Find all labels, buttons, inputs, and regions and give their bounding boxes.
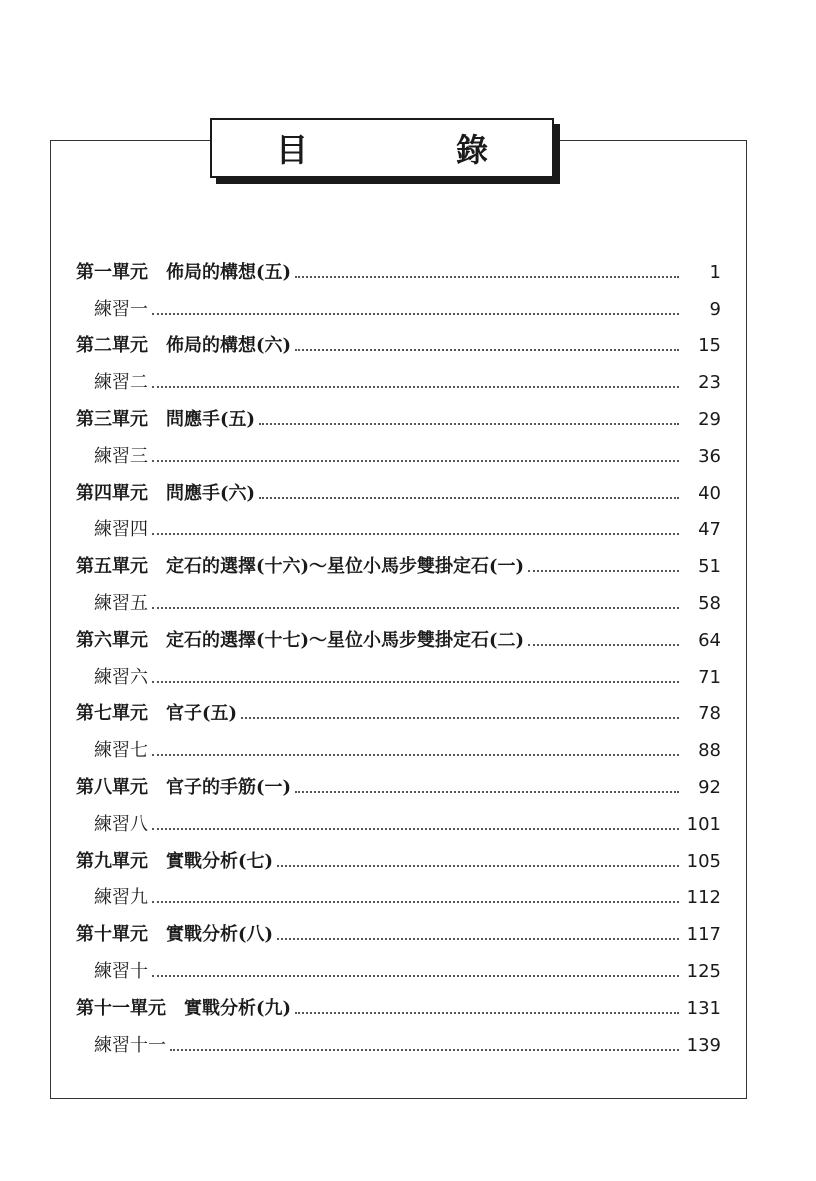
toc-entry-page: 78 [698, 703, 721, 725]
dot-leader [152, 386, 679, 388]
dot-leader [295, 276, 679, 278]
toc-entry-page: 1 [709, 261, 721, 283]
toc-entry-page: 131 [686, 997, 721, 1019]
dot-leader [277, 938, 679, 940]
dot-leader [152, 828, 679, 830]
toc-entry-page: 51 [698, 556, 721, 578]
toc-entry-page: 23 [698, 372, 721, 394]
dot-leader [295, 349, 679, 351]
toc-entry-label: 第四單元 問應手(六) [76, 482, 256, 504]
toc-entry-label: 練習九 [94, 887, 148, 909]
toc-entry-label: 第十單元 實戰分析(八) [76, 924, 274, 946]
toc-entry[interactable] [76, 466, 721, 503]
toc-entry-page: 15 [698, 335, 721, 357]
dot-leader [152, 681, 679, 683]
dot-leader [152, 607, 679, 609]
toc-entry[interactable] [76, 319, 721, 356]
toc-entry-page: 117 [686, 924, 721, 946]
toc-entry-page: 58 [698, 592, 721, 614]
toc-entry-label: 練習四 [94, 519, 148, 541]
toc-entry[interactable] [76, 355, 721, 392]
dot-leader [277, 865, 679, 867]
toc-entry[interactable] [76, 723, 721, 760]
toc-entry-label: 第六單元 定石的選擇(十七)～星位小馬步雙掛定石(二) [76, 629, 525, 651]
toc-entry-page: 64 [698, 629, 721, 651]
toc-entry[interactable] [76, 282, 721, 319]
toc-entry[interactable] [76, 539, 721, 576]
toc-entry-label: 練習七 [94, 740, 148, 762]
toc-entry-label: 第七單元 官子(五) [76, 703, 238, 725]
toc-entry[interactable] [76, 687, 721, 724]
toc-entry[interactable] [76, 650, 721, 687]
toc-entry[interactable] [76, 760, 721, 797]
table-of-contents [76, 245, 721, 1055]
toc-entry-label: 練習五 [94, 592, 148, 614]
toc-entry-label: 第十一單元 實戰分析(九) [76, 997, 292, 1019]
dot-leader [295, 1012, 679, 1014]
toc-entry[interactable] [76, 871, 721, 908]
toc-entry[interactable] [76, 944, 721, 981]
dot-leader [259, 423, 679, 425]
dot-leader [152, 975, 679, 977]
toc-entry-page: 139 [686, 1034, 721, 1056]
toc-entry[interactable] [76, 392, 721, 429]
dot-leader [528, 644, 679, 646]
toc-entry[interactable] [76, 429, 721, 466]
dot-leader [152, 533, 679, 535]
dot-leader [528, 570, 679, 572]
dot-leader [295, 791, 679, 793]
toc-entry-page: 36 [698, 445, 721, 467]
toc-entry-label: 第五單元 定石的選擇(十六)～星位小馬步雙掛定石(一) [76, 556, 525, 578]
dot-leader [152, 754, 679, 756]
toc-entry-page: 105 [686, 850, 721, 872]
toc-entry-page: 112 [686, 887, 721, 909]
dot-leader [152, 901, 679, 903]
toc-entry-label: 練習一 [94, 298, 148, 320]
toc-entry-page: 92 [698, 776, 721, 798]
toc-entry[interactable] [76, 613, 721, 650]
toc-entry-label: 練習二 [94, 372, 148, 394]
toc-entry-label: 練習十一 [94, 1034, 166, 1056]
toc-entry-page: 71 [698, 666, 721, 688]
toc-entry-page: 40 [698, 482, 721, 504]
dot-leader [241, 717, 679, 719]
toc-entry-page: 101 [686, 813, 721, 835]
toc-entry-page: 125 [686, 960, 721, 982]
toc-entry[interactable] [76, 981, 721, 1018]
toc-entry-label: 練習三 [94, 445, 148, 467]
toc-entry-page: 47 [698, 519, 721, 541]
page-title: 目 錄 [275, 131, 546, 169]
toc-entry-label: 第一單元 佈局的構想(五) [76, 261, 292, 283]
toc-entry-label: 第三單元 問應手(五) [76, 408, 256, 430]
toc-entry-label: 第八單元 官子的手筋(一) [76, 776, 292, 798]
dot-leader [152, 313, 679, 315]
toc-entry[interactable] [76, 1018, 721, 1055]
dot-leader [170, 1049, 679, 1051]
toc-entry-label: 練習八 [94, 813, 148, 835]
toc-entry-page: 88 [698, 740, 721, 762]
toc-entry[interactable] [76, 797, 721, 834]
toc-entry-page: 29 [698, 408, 721, 430]
toc-entry[interactable] [76, 834, 721, 871]
toc-entry[interactable] [76, 503, 721, 540]
toc-entry-label: 第二單元 佈局的構想(六) [76, 335, 292, 357]
dot-leader [152, 460, 679, 462]
title-box [210, 118, 554, 178]
toc-entry[interactable] [76, 576, 721, 613]
toc-entry[interactable] [76, 907, 721, 944]
toc-entry[interactable] [76, 245, 721, 282]
toc-entry-label: 第九單元 實戰分析(七) [76, 850, 274, 872]
dot-leader [259, 497, 679, 499]
toc-entry-page: 9 [709, 298, 721, 320]
toc-entry-label: 練習六 [94, 666, 148, 688]
toc-entry-label: 練習十 [94, 960, 148, 982]
